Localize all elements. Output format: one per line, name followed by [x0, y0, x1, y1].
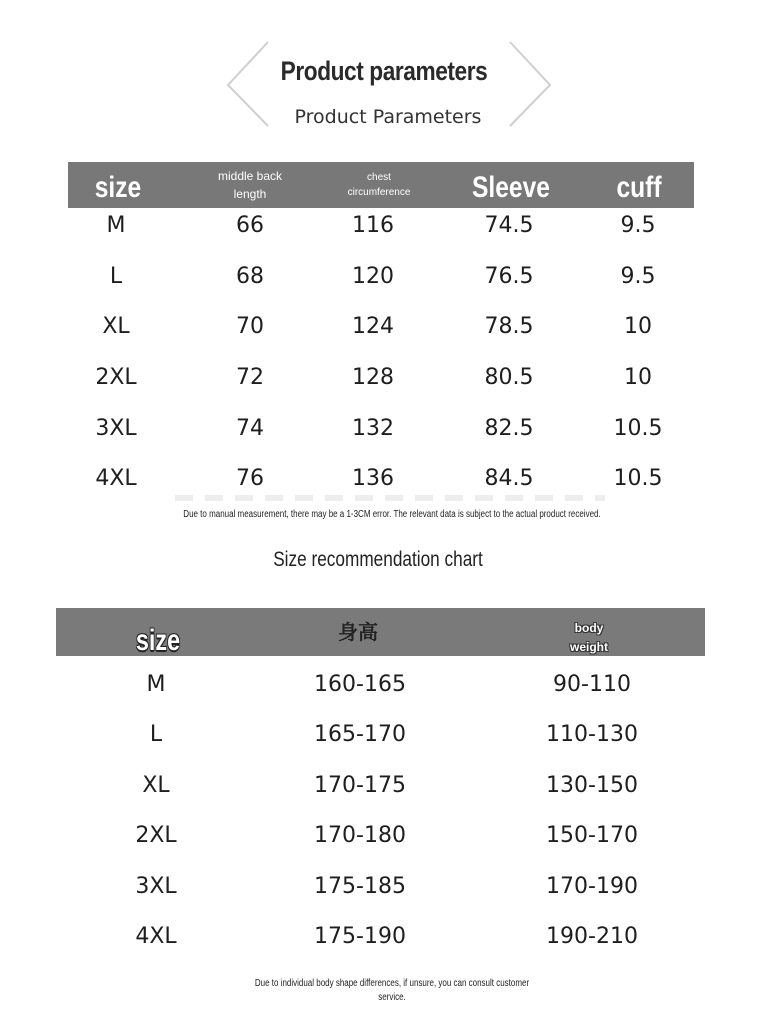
table1-cell-middle-back: 76	[236, 466, 264, 491]
page-title: Product parameters	[280, 56, 488, 86]
table1-col-size: size	[94, 171, 142, 204]
faded-row-artifact	[175, 495, 605, 501]
table1-cell-chest: 116	[352, 213, 394, 238]
table1-cell-size: 4XL	[95, 466, 137, 491]
table1-cell-size: 2XL	[95, 365, 137, 390]
table1-col-sleeve: Sleeve	[472, 171, 550, 204]
table2-cell-size: 2XL	[135, 823, 177, 848]
table1-cell-sleeve: 76.5	[484, 264, 534, 289]
table1-cell-size: M	[106, 213, 126, 238]
table2-cell-weight: 90-110	[553, 672, 631, 697]
table1-cell-cuff: 9.5	[620, 213, 656, 238]
table1-col-chest-line1: chest	[367, 172, 391, 183]
table1-cell-middle-back: 74	[236, 416, 264, 441]
table1-cell-cuff: 10.5	[613, 416, 663, 441]
table2-cell-height: 170-175	[314, 773, 406, 798]
body-shape-note-line1: Due to individual body shape differences, if unsure, you can consult customer	[254, 978, 530, 989]
table2-cell-weight: 130-150	[546, 773, 638, 798]
table1-cell-middle-back: 68	[236, 264, 264, 289]
table2-cell-size: L	[149, 722, 163, 747]
table1-cell-sleeve: 74.5	[484, 213, 534, 238]
table2-cell-height: 170-180	[314, 823, 406, 848]
table1-col-middle-back-length-line1: middle back	[217, 169, 283, 183]
table1-cell-cuff: 10	[624, 365, 652, 390]
table1-cell-middle-back: 72	[236, 365, 264, 390]
table2-cell-weight: 170-190	[546, 874, 638, 899]
table1-cell-sleeve: 82.5	[484, 416, 534, 441]
table1-cell-chest: 136	[352, 466, 394, 491]
table2-cell-weight: 150-170	[546, 823, 638, 848]
table2-cell-size: 4XL	[135, 924, 177, 949]
size-recommendation-title: Size recommendation chart	[273, 548, 483, 571]
table1-cell-sleeve: 78.5	[484, 314, 534, 339]
table2-cell-weight: 110-130	[546, 722, 638, 747]
table2-cell-weight: 190-210	[546, 924, 638, 949]
table2-cell-height: 175-185	[314, 874, 406, 899]
table1-cell-middle-back: 66	[236, 213, 264, 238]
table2-col-weight-line1: body	[574, 621, 604, 635]
table2-col-height: 身高	[338, 620, 378, 644]
table2-col-size: size	[135, 624, 181, 657]
table2-col-weight-line2: weight	[570, 640, 608, 654]
body-shape-note-line2: service.	[378, 992, 406, 1003]
table1-col-cuff: cuff	[616, 171, 662, 204]
table1-cell-chest: 132	[352, 416, 394, 441]
table1-cell-cuff: 9.5	[620, 264, 656, 289]
table1-cell-middle-back: 70	[236, 314, 264, 339]
table2-cell-size: XL	[142, 773, 170, 798]
table2-cell-size: 3XL	[135, 874, 177, 899]
page-subtitle: Product Parameters	[294, 106, 482, 128]
table1-cell-sleeve: 84.5	[484, 466, 534, 491]
table1-col-chest-line2: circumference	[347, 187, 411, 198]
measurement-note: Due to manual measurement, there may be a 1-3CM error. The relevant data is subject to the actual product received.	[183, 509, 601, 520]
table2-cell-height: 165-170	[314, 722, 406, 747]
table1-cell-chest: 128	[352, 365, 394, 390]
table1-cell-chest: 120	[352, 264, 394, 289]
table1-cell-size: XL	[102, 314, 130, 339]
table2-cell-height: 160-165	[314, 672, 406, 697]
table2-cell-size: M	[146, 672, 166, 697]
table1-cell-cuff: 10.5	[613, 466, 663, 491]
table2-cell-height: 175-190	[314, 924, 406, 949]
table1-cell-size: L	[109, 264, 123, 289]
table1-col-middle-back-length-line2: length	[233, 187, 267, 201]
table1-cell-sleeve: 80.5	[484, 365, 534, 390]
table1-cell-cuff: 10	[624, 314, 652, 339]
table1-cell-size: 3XL	[95, 416, 137, 441]
table1-cell-chest: 124	[352, 314, 394, 339]
